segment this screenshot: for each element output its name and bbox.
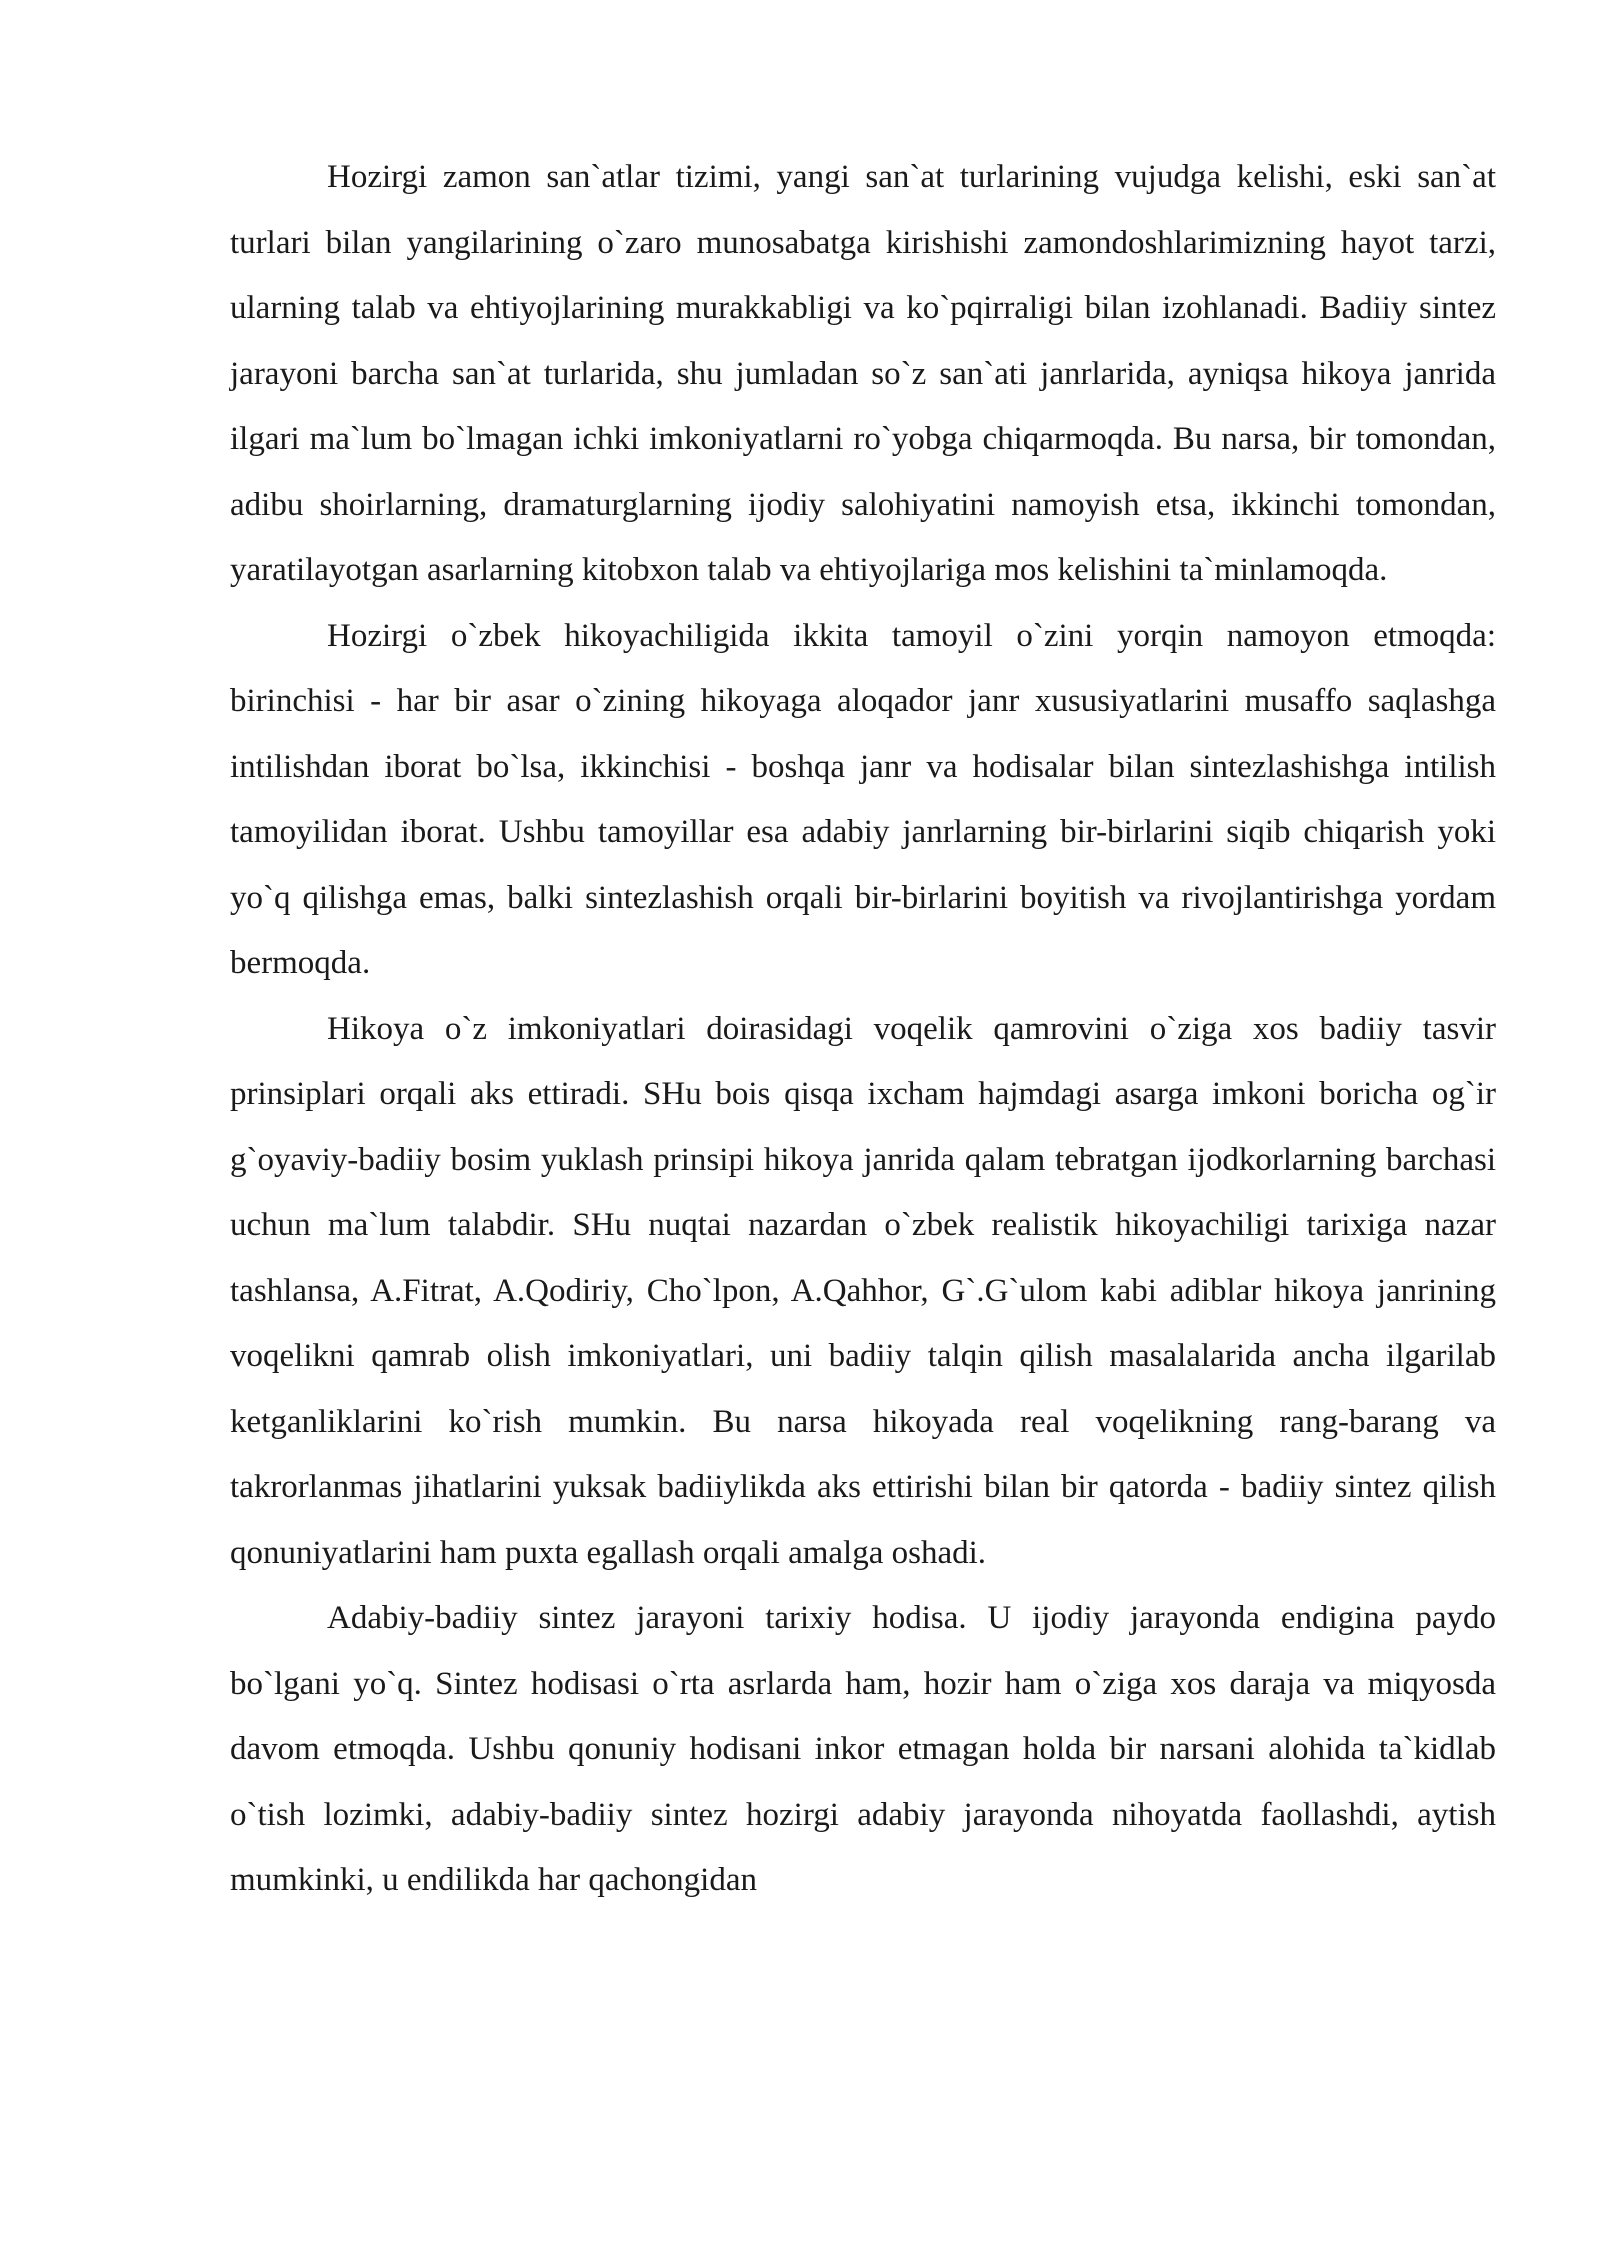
paragraph-2: Hozirgi o`zbek hikoyachiligida ikkita tamoyil o`zini yorqin namoyon etmoqda: birinchisi - har bir asar o`zining hikoyaga aloqador janr xususiyatlarini musaffo saqlashga intilishdan iborat bo`lsa, ikkinchisi - boshqa janr va hodisalar bilan sintezlashishga intilish tamoyilidan iborat. Ushbu tamoyillar esa adabiy janrlarning bir-birlarini siqib chiqarish yoki yo`q qilishga emas, balki sintezlashish orqali bir-birlarini boyitish va rivojlantirishga yordam bermoqda.: [230, 617, 1496, 981]
paragraph-3: Hikoya o`z imkoniyatlari doirasidagi voqelik qamrovini o`ziga xos badiiy tasvir prinsiplari orqali aks ettiradi. SHu bois qisqa ixcham hajmdagi asarga imkoni boricha og`ir g`oyaviy-badiiy bosim yuklash prinsipi hikoya janrida qalam tebratgan ijodkorlarning barchasi uchun ma`lum talabdir. SHu nuqtai nazardan o`zbek realistik hikoyachiligi tarixiga nazar tashlansa, A.Fitrat, A.Qodiriy, Cho`lpon, A.Qahhor, G`.G`ulom kabi adiblar hikoya janrining voqelikni qamrab olish imkoniyatlari, uni badiiy talqin qilish masalalarida ancha ilgarilab ketganliklarini ko`rish mumkin. Bu narsa hikoyada real voqelikning rang-barang va takrorlanmas jihatlarini yuksak badiiylikda aks ettirishi bilan bir qatorda - badiiy sintez qilish qonuniyatlarini ham puxta egallash orqali amalga oshadi.: [230, 1010, 1496, 1571]
paragraph-4: Adabiy-badiiy sintez jarayoni tarixiy hodisa. U ijodiy jarayonda endigina paydo bo`lgani yo`q. Sintez hodisasi o`rta asrlarda ham, hozir ham o`ziga xos daraja va miqyosda davom etmoqda. Ushbu qonuniy hodisani inkor etmagan holda bir narsani alohida ta`kidlab o`tish lozimki, adabiy-badiiy sintez hozirgi adabiy jarayonda nihoyatda faollashdi, aytish mumkinki, u endilikda har qachongidan: [230, 1600, 1496, 1898]
paragraph-1: Hozirgi zamon san`atlar tizimi, yangi san`at turlarining vujudga kelishi, eski san`at turlari bilan yangilarining o`zaro munosabatga kirishishi zamondoshlarimizning hayot tarzi, ularning talab va ehtiyojlarining murakkabligi va ko`pqirraligi bilan izohlanadi. Badiiy sintez jarayoni barcha san`at turlarida, shu jumladan so`z san`ati janrlarida, ayniqsa hikoya janrida ilgari ma`lum bo`lmagan ichki imkoniyatlarni ro`yobga chiqarmoqda. Bu narsa, bir tomondan, adibu shoirlarning, dramaturglarning ijodiy salohiyatini namoyish etsa, ikkinchi tomondan, yaratilayotgan asarlarning kitobxon talab va ehtiyojlariga mos kelishini ta`minlamoqda.: [230, 159, 1496, 588]
document-body: [230, 145, 1496, 1914]
